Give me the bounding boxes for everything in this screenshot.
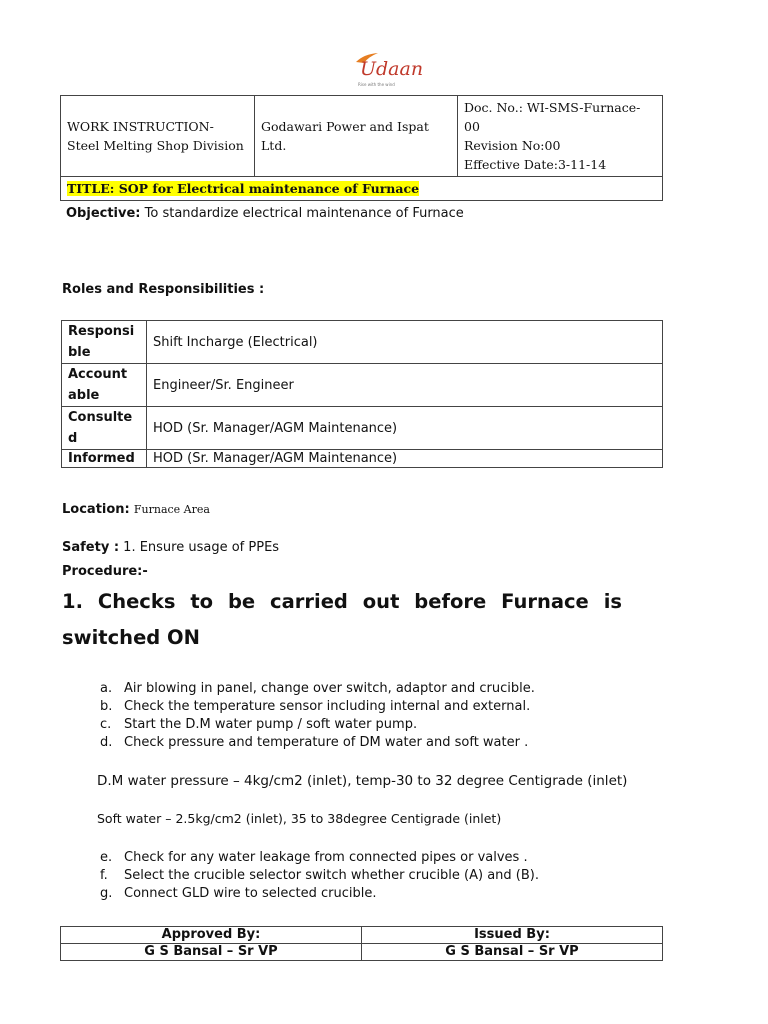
list-marker: c. bbox=[100, 717, 112, 732]
location bbox=[62, 502, 210, 517]
role-label: Responsi ble bbox=[62, 321, 147, 364]
list-text: Air blowing in panel, change over switch, adaptor and crucible. bbox=[124, 681, 535, 696]
roles-table bbox=[61, 320, 663, 468]
table-row bbox=[61, 944, 663, 961]
list-item bbox=[100, 698, 535, 716]
document-title: TITLE: SOP for Electrical maintenance of Furnace bbox=[67, 181, 420, 196]
checklist-part-1 bbox=[100, 680, 535, 752]
table-row bbox=[62, 364, 663, 407]
table-row bbox=[62, 450, 663, 468]
table-row bbox=[61, 927, 663, 944]
list-text: Check pressure and temperature of DM water and soft water . bbox=[124, 735, 529, 750]
company-cell: Godawari Power and Ispat Ltd. bbox=[255, 96, 458, 177]
objective-text: To standardize electrical maintenance of Furnace bbox=[144, 206, 464, 221]
list-marker: f. bbox=[100, 868, 108, 883]
doc-info-cell bbox=[458, 96, 663, 177]
table-row bbox=[62, 407, 663, 450]
list-marker: g. bbox=[100, 886, 113, 901]
approval-table bbox=[60, 926, 663, 961]
list-marker: d. bbox=[100, 735, 113, 750]
list-marker: a. bbox=[100, 681, 113, 696]
effective-date: Effective Date:3-11-14 bbox=[464, 157, 607, 172]
logo-tagline: Rise with the wind bbox=[358, 82, 395, 87]
role-label: Informed bbox=[62, 450, 147, 468]
soft-water-note: Soft water – 2.5kg/cm2 (inlet), 35 to 38degree Centigrade (inlet) bbox=[97, 811, 502, 826]
safety-value: 1. Ensure usage of PPEs bbox=[123, 540, 280, 555]
issued-by-name: G S Bansal – Sr VP bbox=[362, 944, 663, 961]
list-item bbox=[100, 867, 539, 885]
title-cell bbox=[61, 177, 663, 201]
objective bbox=[66, 206, 464, 221]
list-text: Connect GLD wire to selected crucible. bbox=[124, 886, 377, 901]
list-item bbox=[100, 716, 535, 734]
list-item bbox=[100, 680, 535, 698]
list-marker: b. bbox=[100, 699, 113, 714]
section-heading: 1. Checks to be carried out before Furnace is switched ON bbox=[62, 590, 622, 649]
procedure-label: Procedure:- bbox=[62, 564, 148, 579]
role-person: Engineer/Sr. Engineer bbox=[147, 364, 663, 407]
list-text: Check the temperature sensor including internal and external. bbox=[124, 699, 531, 714]
dm-water-note: D.M water pressure – 4kg/cm2 (inlet), temp-30 to 32 degree Centigrade (inlet) bbox=[97, 773, 628, 789]
document-header-table bbox=[60, 95, 663, 201]
list-item bbox=[100, 734, 535, 752]
list-text: Start the D.M water pump / soft water pump. bbox=[124, 717, 418, 732]
objective-label: Objective: bbox=[66, 206, 141, 221]
location-label: Location: bbox=[62, 502, 130, 517]
approved-by-name: G S Bansal – Sr VP bbox=[61, 944, 362, 961]
work-instruction-cell: WORK INSTRUCTION- Steel Melting Shop Division bbox=[61, 96, 255, 177]
location-value: Furnace Area bbox=[133, 503, 210, 516]
checklist-part-2 bbox=[100, 849, 539, 903]
list-text: Select the crucible selector switch whether crucible (A) and (B). bbox=[124, 868, 539, 883]
issued-by-label: Issued By: bbox=[362, 927, 663, 944]
revision-number: Revision No:00 bbox=[464, 138, 561, 153]
logo-wordmark: Udaan bbox=[360, 58, 424, 80]
list-item bbox=[100, 885, 539, 903]
safety-label: Safety : bbox=[62, 540, 120, 555]
table-row bbox=[62, 321, 663, 364]
doc-number: Doc. No.: WI-SMS-Furnace-00 bbox=[464, 100, 641, 134]
safety bbox=[62, 540, 279, 555]
role-person: Shift Incharge (Electrical) bbox=[147, 321, 663, 364]
list-item bbox=[100, 849, 539, 867]
role-person: HOD (Sr. Manager/AGM Maintenance) bbox=[147, 450, 663, 468]
role-label: Account able bbox=[62, 364, 147, 407]
list-marker: e. bbox=[100, 850, 113, 865]
role-person: HOD (Sr. Manager/AGM Maintenance) bbox=[147, 407, 663, 450]
udaan-logo bbox=[340, 52, 430, 90]
role-label: Consulte d bbox=[62, 407, 147, 450]
list-text: Check for any water leakage from connected pipes or valves . bbox=[124, 850, 528, 865]
roles-heading: Roles and Responsibilities : bbox=[62, 282, 265, 297]
approved-by-label: Approved By: bbox=[61, 927, 362, 944]
